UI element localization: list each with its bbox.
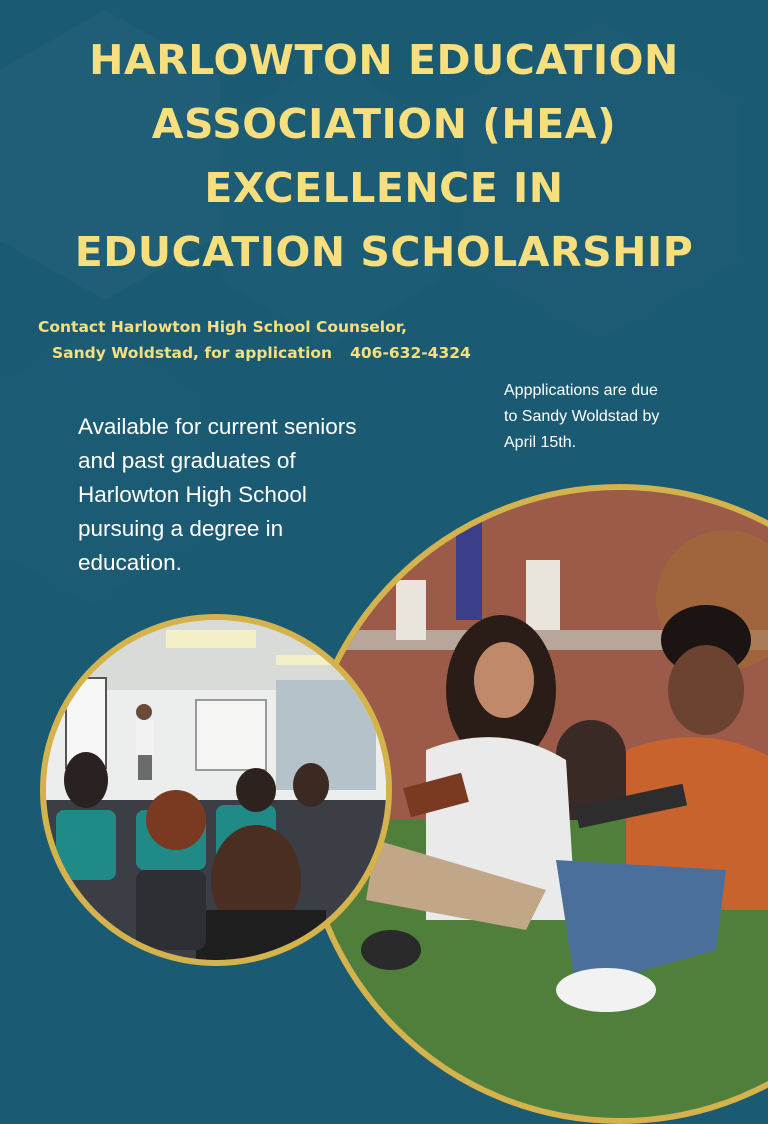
contact-line-1: Contact Harlowton High School Counselor,: [38, 318, 408, 336]
title-line-3: EXCELLENCE IN: [204, 164, 564, 212]
title-line-1: HARLOWTON EDUCATION: [89, 36, 679, 84]
classroom-photo: [46, 620, 386, 960]
availability-line-1: Available for current seniors: [78, 414, 357, 439]
due-notice: [504, 378, 734, 456]
due-line-3: April 15th.: [504, 434, 577, 451]
contact-info: [38, 314, 598, 366]
availability-line-5: education.: [78, 550, 182, 575]
availability-text: [78, 410, 458, 580]
availability-line-4: pursuing a degree in: [78, 516, 284, 541]
contact-line-2: [38, 340, 598, 366]
title-line-4: EDUCATION SCHOLARSHIP: [74, 228, 694, 276]
contact-phone: 406-632-4324: [350, 344, 471, 362]
due-line-2: to Sandy Woldstad by: [504, 408, 660, 425]
title-line-2: ASSOCIATION (HEA): [151, 100, 617, 148]
availability-line-3: Harlowton High School: [78, 482, 307, 507]
due-line-1: Appplications are due: [504, 382, 658, 399]
classroom-photo-illustration: [46, 620, 386, 960]
contact-application-text: Sandy Woldstad, for application: [52, 344, 333, 362]
availability-line-2: and past graduates of: [78, 448, 296, 473]
page-title: [0, 28, 768, 284]
